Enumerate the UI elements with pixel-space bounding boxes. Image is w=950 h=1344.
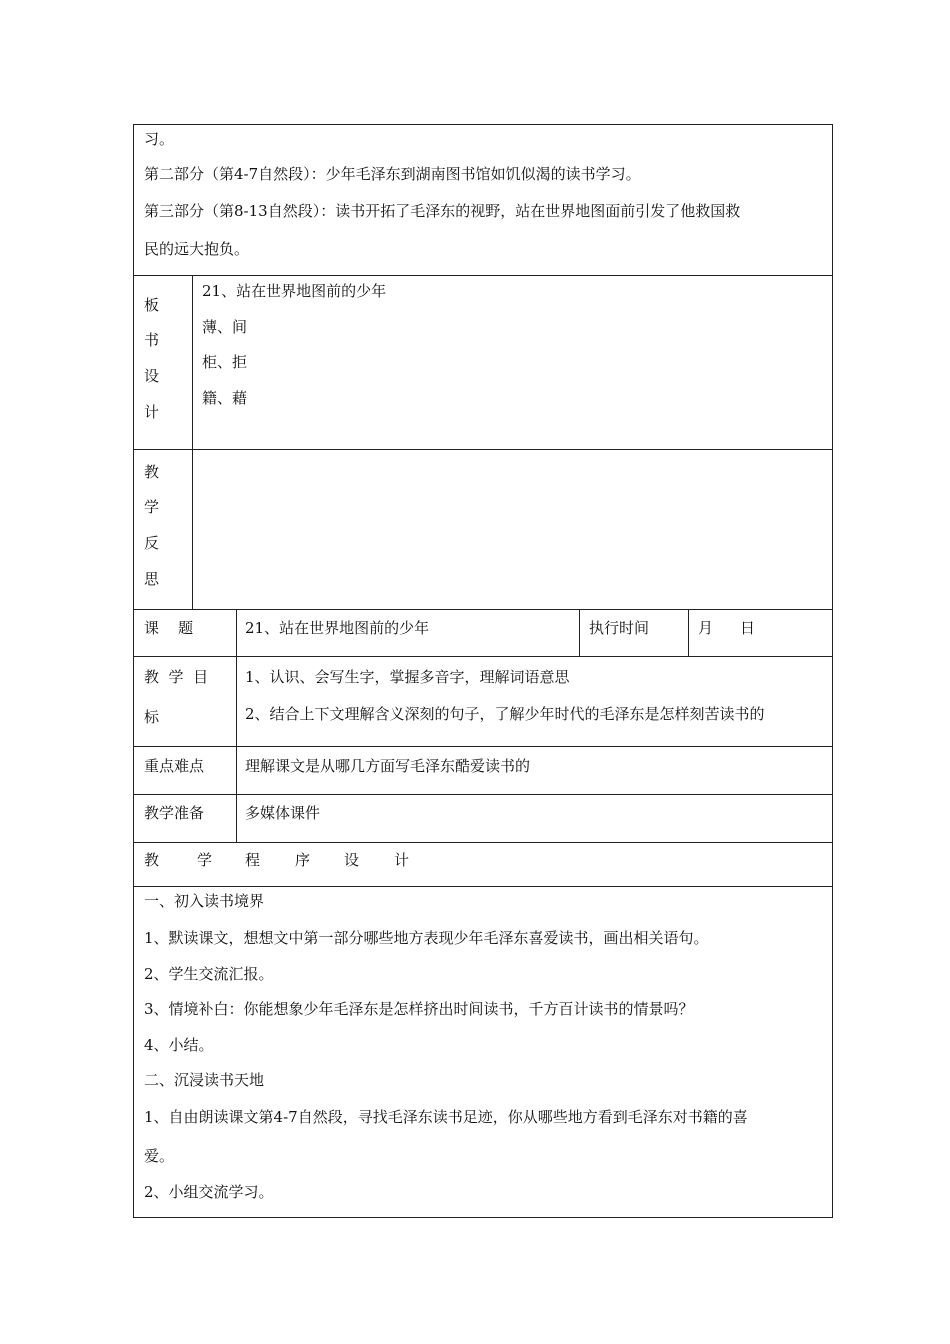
key-points-value: 理解课文是从哪几方面写毛泽东酷爱读书的 xyxy=(245,757,531,775)
board-line: 柜、拒 xyxy=(202,353,248,371)
preparation-value: 多媒体课件 xyxy=(245,804,321,822)
process-line: 爱。 xyxy=(144,1147,175,1165)
preparation-label: 教学准备 xyxy=(144,804,205,822)
day-label: 日 xyxy=(740,619,756,637)
process-line: 2、小组交流学习。 xyxy=(144,1183,274,1201)
section1-line: 民的远大抱负。 xyxy=(144,240,250,258)
process-line: 1、默读课文，想想文中第一部分哪些地方表现少年毛泽东喜爱读书，画出相关语句。 xyxy=(144,929,709,947)
process-line: 一、初入读书境界 xyxy=(144,892,265,910)
process-line: 4、小结。 xyxy=(144,1036,214,1054)
section1-line: 习。 xyxy=(144,130,175,148)
column-divider xyxy=(579,609,580,656)
row-divider xyxy=(133,609,833,610)
board-label-char: 书 xyxy=(144,331,160,349)
process-header-char: 序 xyxy=(295,851,311,869)
column-divider xyxy=(688,609,689,656)
goal-line: 1、认识、会写生字，掌握多音字，理解词语意思 xyxy=(245,668,570,686)
process-line: 3、情境补白：你能想象少年毛泽东是怎样挤出时间读书，千方百计读书的情景吗？ xyxy=(144,1000,694,1018)
process-header-char: 学 xyxy=(197,851,213,869)
process-line: 1、自由朗读课文第4-7自然段，寻找毛泽东读书足迹，你从哪些地方看到毛泽东对书籍的喜 xyxy=(144,1108,748,1126)
goals-label: 教 学 目 xyxy=(144,668,209,686)
board-line: 籍、藉 xyxy=(202,389,248,407)
process-line: 二、沉浸读书天地 xyxy=(144,1071,265,1089)
row-divider xyxy=(133,794,833,795)
row-divider xyxy=(133,656,833,657)
goal-line: 2、结合上下文理解含义深刻的句子，了解少年时代的毛泽东是怎样刻苦读书的 xyxy=(245,705,765,723)
row-divider xyxy=(133,842,833,843)
month-label: 月 xyxy=(698,619,714,637)
time-label: 执行时间 xyxy=(589,619,650,637)
process-header-char: 教 xyxy=(144,851,160,869)
key-points-label: 重点难点 xyxy=(144,757,205,775)
reflection-label-char: 反 xyxy=(144,534,160,552)
row-divider xyxy=(133,449,833,450)
section1-line: 第二部分（第4-7自然段）：少年毛泽东到湖南图书馆如饥似渴的读书学习。 xyxy=(144,165,641,183)
process-header-char: 程 xyxy=(245,851,261,869)
column-divider xyxy=(192,275,193,609)
column-divider xyxy=(236,609,237,842)
board-label-char: 板 xyxy=(144,296,160,314)
reflection-label-char: 学 xyxy=(144,498,160,516)
section1-line: 第三部分（第8-13自然段）：读书开拓了毛泽东的视野，站在世界地图面前引发了他救国救 xyxy=(144,202,741,220)
process-line: 2、学生交流汇报。 xyxy=(144,965,274,983)
row-divider xyxy=(133,886,833,887)
reflection-label-char: 思 xyxy=(144,570,160,588)
board-line: 薄、间 xyxy=(202,318,248,336)
row-divider xyxy=(133,746,833,747)
process-header-char: 设 xyxy=(344,851,360,869)
process-header-char: 计 xyxy=(394,851,410,869)
reflection-label-char: 教 xyxy=(144,463,160,481)
board-line: 21、站在世界地图前的少年 xyxy=(202,282,387,300)
topic-label: 课 题 xyxy=(144,619,194,637)
goals-label: 标 xyxy=(144,708,160,726)
topic-value: 21、站在世界地图前的少年 xyxy=(245,619,430,637)
board-label-char: 设 xyxy=(144,367,160,385)
board-label-char: 计 xyxy=(144,403,160,421)
row-divider xyxy=(133,275,833,276)
